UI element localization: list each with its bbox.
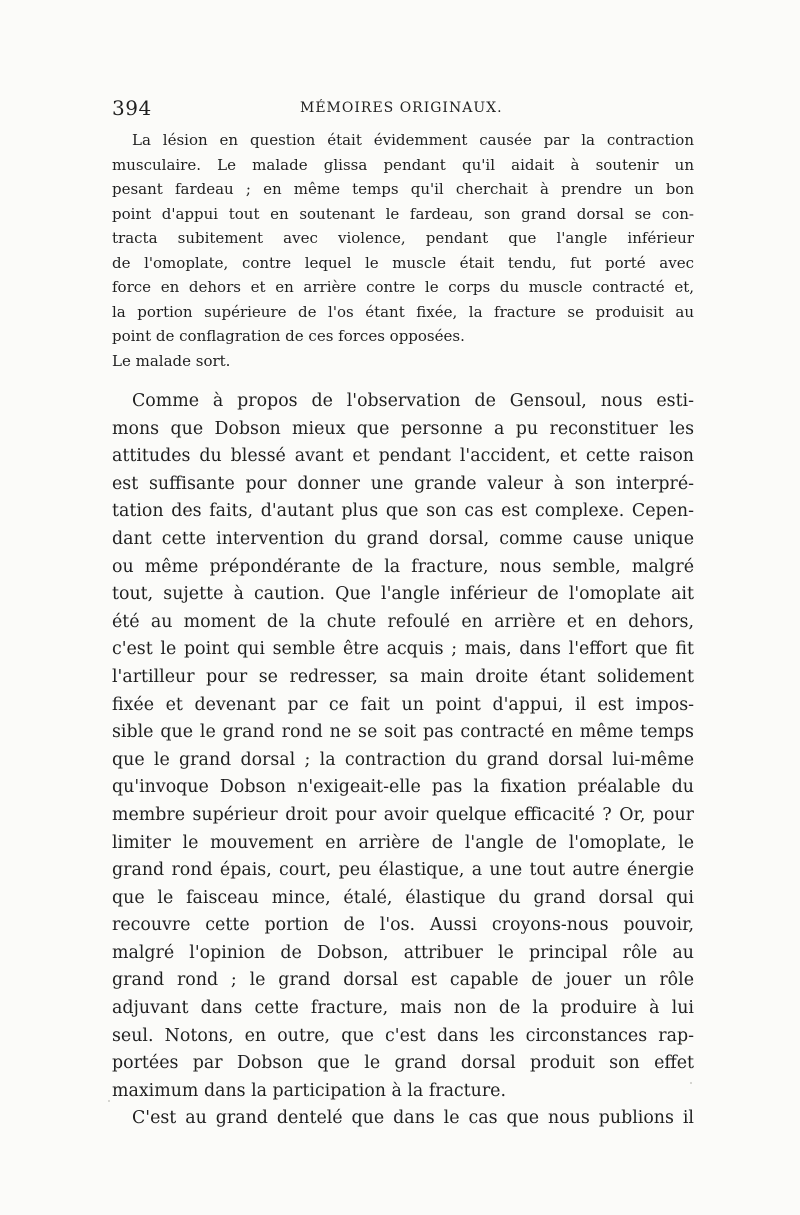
- text-line: dant cette intervention du grand dorsal, comme cause unique: [112, 528, 694, 549]
- text-line: ou même prépondérante de la fracture, nous semble, malgré: [112, 556, 694, 577]
- text-line: pesant fardeau ; en même temps qu'il cherchait à prendre un bon: [112, 180, 694, 198]
- text-line: recouvre cette portion de l'os. Aussi croyons-nous pouvoir,: [112, 915, 694, 936]
- text-line: sible que le grand rond ne se soit pas contracté en même temps: [112, 722, 694, 743]
- text-line: attitudes du blessé avant et pendant l'accident, et cette raison: [112, 446, 694, 467]
- next-paragraph-line: C'est au grand dentelé que dans le cas que nous publions il: [132, 1108, 694, 1129]
- text-line: membre supérieur droit pour avoir quelque efficacité ? Or, pour: [112, 804, 694, 825]
- text-line: l'artilleur pour se redresser, sa main droite étant solidement: [112, 666, 694, 687]
- text-line: mons que Dobson mieux que personne a pu reconstituer les: [112, 418, 694, 439]
- text-line: qu'invoque Dobson n'exigeait-elle pas la fixation préalable du: [112, 777, 694, 798]
- text-line: grand rond épais, court, peu élastique, a une tout autre énergie: [112, 860, 694, 881]
- text-line: adjuvant dans cette fracture, mais non de la produire à lui: [112, 998, 694, 1019]
- text-line: point d'appui tout en soutenant le fardeau, son grand dorsal se con-: [112, 204, 694, 223]
- closing-line: Le malade sort.: [112, 351, 231, 370]
- text-line: la portion supérieure de l'os étant fixée, la fracture se produisit au: [112, 302, 694, 321]
- running-title: MÉMOIRES ORIGINAUX.: [300, 100, 503, 116]
- text-line: été au moment de la chute refoulé en arrière et en dehors,: [112, 611, 694, 632]
- text-line: c'est le point qui semble être acquis ; mais, dans l'effort que fit: [112, 639, 694, 660]
- text-line: malgré l'opinion de Dobson, attribuer le principal rôle au: [112, 942, 694, 963]
- text-line: tout, sujette à caution. Que l'angle inférieur de l'omoplate ait: [112, 584, 694, 605]
- text-line: maximum dans la participation à la fracture.: [112, 1080, 506, 1101]
- page-number: 394: [112, 96, 152, 120]
- page-header: [112, 96, 692, 120]
- text-line: Comme à propos de l'observation de Gensoul, nous esti-: [132, 391, 694, 411]
- text-line: que le faisceau mince, étalé, élastique du grand dorsal qui: [112, 887, 694, 908]
- text-line: musculaire. Le malade glissa pendant qu'il aidait à soutenir un: [112, 155, 694, 174]
- quoted-observation-paragraph: [112, 128, 694, 373]
- text-line: tation des faits, d'autant plus que son cas est complexe. Cepen-: [112, 501, 694, 522]
- text-line: fixée et devenant par ce fait un point d'appui, il est impos-: [112, 694, 694, 715]
- text-line: point de conflagration de ces forces opposées.: [112, 327, 465, 345]
- text-line: La lésion en question était évidemment causée par la contraction: [132, 131, 694, 149]
- text-line: seul. Notons, en outre, que c'est dans les circonstances rap-: [112, 1025, 694, 1046]
- text-line: que le grand dorsal ; la contraction du grand dorsal lui-même: [112, 749, 694, 770]
- text-line: limiter le mouvement en arrière de l'angle de l'omoplate, le: [112, 832, 694, 853]
- text-line: portées par Dobson que le grand dorsal produit son effet: [112, 1053, 694, 1074]
- paper-speck: [690, 1082, 692, 1084]
- paper-speck: [108, 1100, 110, 1102]
- text-line: tracta subitement avec violence, pendant que l'angle inférieur: [112, 229, 694, 247]
- text-line: de l'omoplate, contre lequel le muscle était tendu, fut porté avec: [112, 253, 694, 272]
- text-line: force en dehors et en arrière contre le corps du muscle contracté et,: [112, 278, 694, 296]
- commentary-paragraph: [112, 388, 694, 1133]
- text-line: est suffisante pour donner une grande valeur à son interpré-: [112, 473, 694, 494]
- text-line: grand rond ; le grand dorsal est capable de jouer un rôle: [112, 970, 694, 991]
